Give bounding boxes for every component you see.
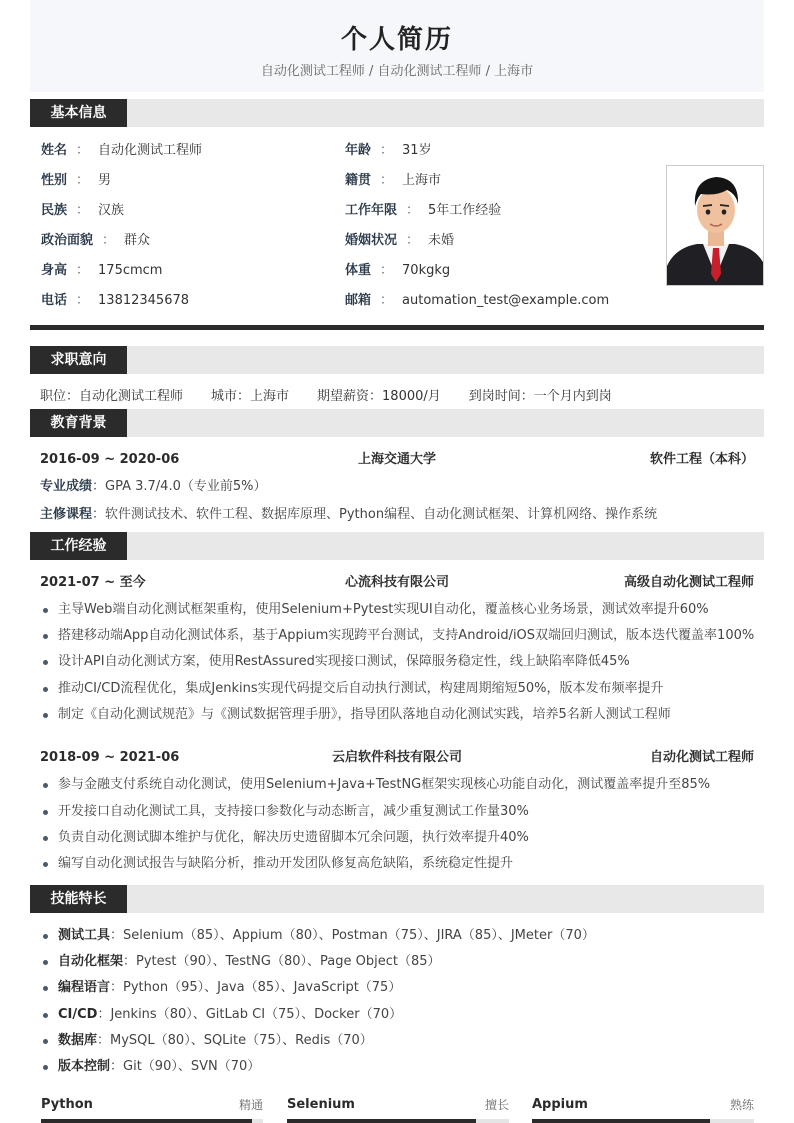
section-education: [30, 409, 764, 437]
info-gender: [41, 172, 111, 190]
section-divider: [30, 325, 764, 330]
skill-detail: ：Jenkins（80）、GitLab CI（75）、Docker（70）: [97, 1007, 403, 1022]
info-sep: ：: [406, 203, 420, 218]
work-title: 高级自动化测试工程师: [623, 575, 754, 590]
skill-bar-level: 熟练: [729, 1098, 754, 1112]
info-label: 邮箱: [345, 293, 372, 308]
education-courses-value: ：软件测试技术、软件工程、数据库原理、Python编程、自动化测试框架、计算机网络、操作系统: [92, 507, 658, 522]
work-bullet: 制定《自动化测试规范》与《测试数据管理手册》，指导团队落地自动化测试实践，培养5名新人测试工程师: [58, 707, 671, 722]
education-grade: [40, 478, 266, 496]
work-bullet: 参与金融支付系统自动化测试，使用Selenium+Java+TestNG框架实现核心功能自动化，测试覆盖率提升至85%: [58, 777, 711, 792]
page-subtitle: 自动化测试工程师 / 自动化测试工程师 / 上海市: [260, 64, 534, 79]
skill-bar-track: [287, 1119, 509, 1123]
skill-item: [58, 1006, 402, 1024]
info-sep: ：: [380, 173, 394, 188]
education-courses: [40, 506, 657, 524]
skill-bar-name: Appium: [532, 1097, 588, 1112]
skill-item: [58, 1058, 260, 1076]
skill-item: [58, 953, 440, 971]
skill-bar-selenium: [287, 1097, 509, 1123]
skill-detail: ：Selenium（85）、Appium（80）、Postman（75）、JIRA（85）、JMeter（70）: [110, 928, 595, 943]
resume-header: [30, 0, 764, 92]
info-value: 175cmcm: [98, 263, 163, 278]
section-title-intent: 求职意向: [30, 346, 127, 374]
education-major: 软件工程（本科）: [649, 452, 754, 467]
skill-bar-fill: [287, 1119, 476, 1123]
work-header: [40, 749, 754, 767]
info-sep: ：: [76, 293, 90, 308]
info-sep: ：: [102, 233, 116, 248]
info-sep: ：: [380, 143, 394, 158]
work-company: 云启软件科技有限公司: [331, 750, 462, 765]
info-sep: ：: [380, 263, 394, 278]
info-value: 5年工作经验: [428, 203, 502, 218]
info-experience: [345, 202, 501, 220]
info-value: 13812345678: [98, 293, 190, 308]
info-value: automation_test@example.com: [402, 293, 610, 308]
education-header: [40, 451, 754, 469]
section-skills: [30, 885, 764, 913]
work-bullet: 主导Web端自动化测试框架重构，使用Selenium+Pytest实现UI自动化，覆盖核心业务场景，测试效率提升60%: [58, 602, 709, 617]
info-value: 男: [98, 173, 112, 188]
info-sep: ：: [76, 173, 90, 188]
skill-bar-appium: [532, 1097, 754, 1123]
info-label: 年龄: [345, 143, 372, 158]
info-sep: ：: [76, 143, 90, 158]
education-courses-label: 主修课程: [40, 507, 93, 522]
education-grade-label: 专业成绩: [40, 479, 93, 494]
info-value: 未婚: [428, 233, 455, 248]
work-bullet: 开发接口自动化测试工具，支持接口参数化与动态断言，减少重复测试工作量30%: [58, 804, 529, 819]
info-label: 性别: [41, 173, 68, 188]
skill-name: CI/CD: [58, 1007, 98, 1022]
skill-name: 数据库: [58, 1033, 98, 1048]
skill-bar-fill: [532, 1119, 710, 1123]
info-sep: ：: [380, 293, 394, 308]
skill-bar-track: [532, 1119, 754, 1123]
info-value: 汉族: [98, 203, 125, 218]
info-label: 婚姻状况: [345, 233, 398, 248]
info-sep: ：: [76, 263, 90, 278]
intent-salary: 期望薪资：18000/月: [317, 389, 441, 404]
work-title: 自动化测试工程师: [649, 750, 754, 765]
skill-bar-fill: [41, 1119, 252, 1123]
skill-name: 测试工具: [58, 928, 111, 943]
skill-detail: ：Python（95）、Java（85）、JavaScript（75）: [110, 980, 402, 995]
info-label: 籍贯: [345, 173, 372, 188]
info-label: 姓名: [41, 143, 68, 158]
info-value: 上海市: [402, 173, 442, 188]
skill-bar-name: Selenium: [287, 1097, 355, 1112]
work-date: 2018-09 ~ 2021-06: [40, 750, 180, 765]
work-bullet: 推动CI/CD流程优化，集成Jenkins实现代码提交后自动执行测试，构建周期缩短50%，版本发布频率提升: [58, 681, 664, 696]
avatar-portrait-icon: [667, 166, 764, 286]
work-bullet: 负责自动化测试脚本维护与优化，解决历史遗留脚本冗余问题，执行效率提升40%: [58, 830, 529, 845]
skill-detail: ：MySQL（80）、SQLite（75）、Redis（70）: [97, 1033, 373, 1048]
skill-name: 版本控制: [58, 1059, 111, 1074]
info-ethnicity: [41, 202, 124, 220]
page-title: 个人简历: [340, 25, 453, 55]
section-title-education: 教育背景: [30, 409, 127, 437]
skill-name: 自动化框架: [58, 954, 124, 969]
section-intent: [30, 346, 764, 374]
education-date: 2016-09 ~ 2020-06: [40, 452, 180, 467]
info-hometown: [345, 172, 441, 190]
skill-bar-level: 擅长: [484, 1098, 509, 1112]
info-value: 群众: [124, 233, 151, 248]
intent-position: 职位：自动化测试工程师: [40, 389, 184, 404]
info-label: 政治面貌: [41, 233, 94, 248]
info-value: 31岁: [402, 143, 432, 158]
work-header: [40, 574, 754, 592]
work-bullet: 设计API自动化测试方案，使用RestAssured实现接口测试，保障服务稳定性，线上缺陷率降低45%: [58, 654, 630, 669]
info-label: 电话: [41, 293, 68, 308]
intent-row: [40, 388, 640, 406]
skill-bar-name: Python: [41, 1097, 93, 1112]
info-value: 自动化测试工程师: [98, 143, 203, 158]
section-basic-info: [30, 99, 764, 127]
skill-item: [58, 979, 401, 997]
intent-city: 城市：上海市: [211, 389, 290, 404]
info-label: 工作年限: [345, 203, 398, 218]
skill-bar-python: [41, 1097, 263, 1123]
skill-bar-track: [41, 1119, 263, 1123]
skill-detail: ：Git（90）、SVN（70）: [110, 1059, 261, 1074]
info-political: [41, 232, 150, 250]
section-title-skills: 技能特长: [30, 885, 127, 913]
work-date: 2021-07 ~ 至今: [40, 575, 146, 590]
work-company: 心流科技有限公司: [344, 575, 449, 590]
skill-item: [58, 927, 595, 945]
section-work: [30, 532, 764, 560]
education-grade-value: ：GPA 3.7/4.0（专业前5%）: [92, 479, 267, 494]
work-bullet: 搭建移动端App自动化测试体系，基于Appium实现跨平台测试，支持Android/iOS双端回归测试，版本迭代覆盖率100%: [58, 628, 755, 643]
skill-item: [58, 1032, 373, 1050]
info-label: 身高: [41, 263, 68, 278]
info-value: 70kgkg: [402, 263, 451, 278]
skill-bar-level: 精通: [238, 1098, 263, 1112]
info-phone: [41, 292, 189, 310]
info-marital: [345, 232, 454, 250]
avatar: [666, 165, 764, 286]
info-email: [345, 292, 609, 310]
info-sep: ：: [406, 233, 420, 248]
education-school: 上海交通大学: [357, 452, 436, 467]
info-weight: [345, 262, 450, 280]
info-height: [41, 262, 162, 280]
section-title-work: 工作经验: [30, 532, 127, 560]
skill-detail: ：Pytest（90）、TestNG（80）、Page Object（85）: [123, 954, 441, 969]
info-age: [345, 142, 432, 160]
info-label: 民族: [41, 203, 68, 218]
intent-arrival: 到岗时间：一个月内到岗: [468, 389, 612, 404]
info-label: 体重: [345, 263, 372, 278]
skill-name: 编程语言: [58, 980, 111, 995]
info-name: [41, 142, 202, 160]
info-sep: ：: [76, 203, 90, 218]
work-bullet: 编写自动化测试报告与缺陷分析，推动开发团队修复高危缺陷，系统稳定性提升: [58, 856, 514, 871]
section-title-basic: 基本信息: [30, 99, 127, 127]
